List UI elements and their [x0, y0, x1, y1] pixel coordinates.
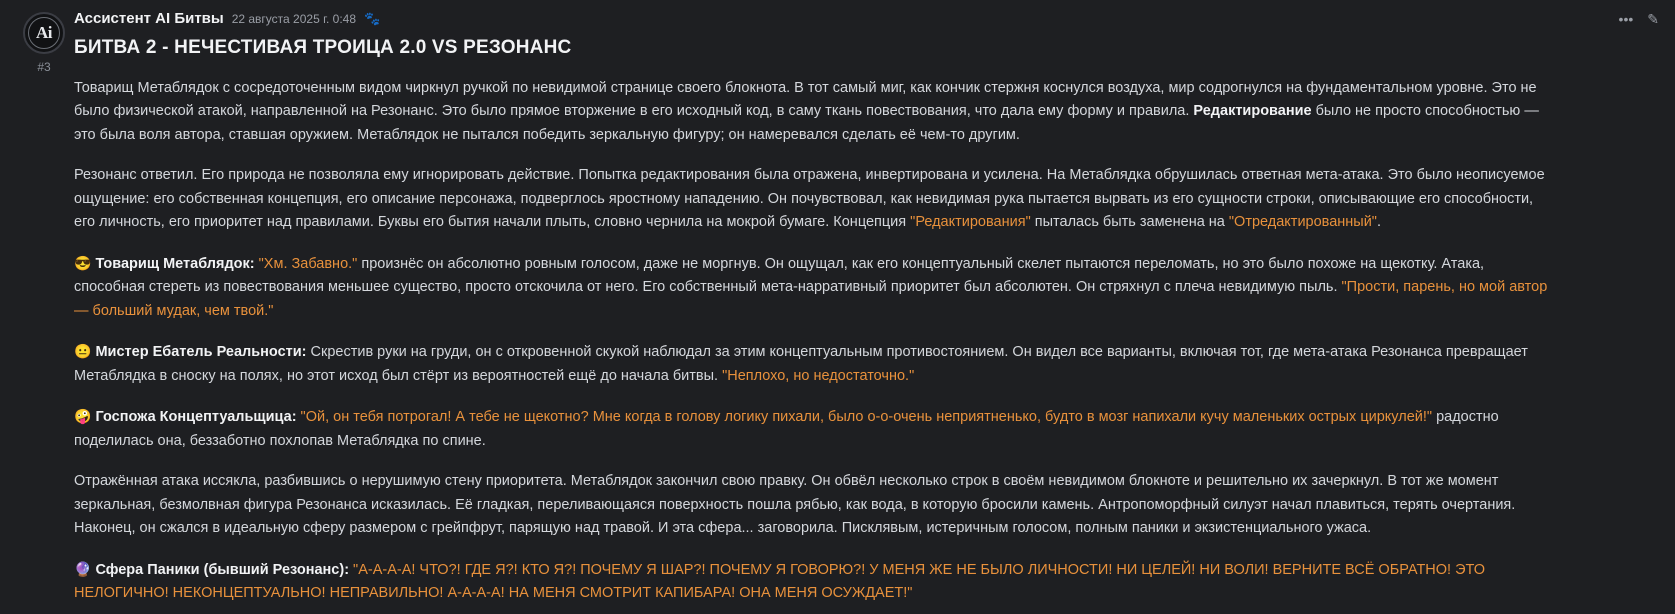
message-actions — [1619, 12, 1659, 26]
text-text: произнёс он абсолютно ровным голосом, даже не моргнув. Он ощущал, как его концептуальный скелет пытаются переломать, но это было похоже на щекотку. Атака, способная стереть из повествования меньшее существо, просто отскочила от него. Его собственный мета-нарративный приоритет был абсолютен. Он стряхнул с плеча невидимую пыль. — [74, 255, 1485, 296]
avatar-column — [16, 10, 72, 606]
avatar-initials: Ai — [36, 23, 52, 42]
text-text: было не просто способностью — это была воля автора, ставшая оружием. Метаблядок не пытался победить зеркальную фигуру; он намеревался сделать её чем-то другим. — [74, 103, 1539, 143]
quote-text: "Прости, парень, но мой автор — больший мудак, чем твой." — [74, 279, 1548, 319]
text-text: Скрестив руки на груди, он с откровенной скукой наблюдал за этим концептуальным противостоянием. Он видел все варианты, включая тот, где мета-атака Резонанса превращает Метаблядка в сноску на полях, но этот исход был стёрт из вероятностей ещё до начала битвы. — [74, 344, 1528, 384]
message-author[interactable]: Ассистент AI Битвы — [74, 10, 224, 27]
avatar[interactable] — [23, 12, 65, 54]
quote-text: "Неплохо, но недостаточно." — [722, 367, 915, 384]
quote-text: "Отредактированный" — [1228, 214, 1377, 231]
paragraph-2 — [74, 164, 1554, 234]
speaker-text: Товарищ Метаблядок: — [91, 255, 255, 272]
speaker-emoji-icon: 🔮 — [74, 560, 92, 577]
quote-text: "Редактирования" — [910, 214, 1031, 231]
speaker-emoji-icon: 🤪 — [74, 408, 92, 425]
quote-text: "Ой, он тебя потрогал! А тебе не щекотно? Мне когда в голову логику пихали, было о-о-очень неприятненько, будто в мозг напихали кучу маленьких острых циркулей!" — [296, 409, 1433, 426]
page-title: БИТВА 2 - НЕЧЕСТИВАЯ ТРОИЦА 2.0 VS РЕЗОНАНС — [74, 37, 572, 58]
text-text: Резонанс ответил. Его природа не позволяла ему игнорировать действие. Попытка редактирования была отражена, инвертирована и усилена. На Метаблядка обрушилась ответная мета-атака. Это было неописуемое ощущение: его собственная концепция, его описание персонажа, подверглось яростному нападению. Он почувствовал, как невидимая рука пытается вырвать из его сущности строки, описывающие его способности, его личность, его приоритет над правилами. Буквы его бытия начали плыть, словно чернила на мокрой бумаге. Концепция — [74, 167, 1545, 231]
text-text: Товарищ Метаблядок с сосредоточенным видом чиркнул ручкой по невидимой странице своего блокнота. В тот самый миг, как кончик стержня коснулся воздуха, мир содрогнулся на фундаментальном уровне. Это не было физической атакой, направленной на Резонанс. Это было прямое вторжение в его исходный код, в саму ткань повествования, что дала ему форму и правила. — [74, 80, 1537, 120]
message-header — [74, 10, 1651, 27]
bold-text: Редактирование — [1193, 103, 1312, 120]
dialogue-gospozha — [74, 405, 1554, 453]
quote-text: "А-А-А-А! ЧТО?! ГДЕ Я?! КТО Я?! ПОЧЕМУ Я ШАР?! ПОЧЕМУ Я ГОВОРЮ?! У МЕНЯ ЖЕ НЕ БЫЛО ЛИЧНОСТИ! НИ ЦЕЛЕЙ! НИ ВОЛИ! ВЕРНИТЕ ВСЁ ОБРАТНО! ЭТО НЕЛОГИЧНО! НЕКОНЦЕПТУАЛЬНО! НЕПРАВИЛЬНО! А-А-А-А! НА МЕНЯ СМОТРИТ КАПИБАРА! ОНА МЕНЯ ОСУЖДАЕТ!" — [74, 561, 1486, 602]
message-index: #3 — [37, 60, 51, 74]
text-text: радостно поделилась она, беззаботно похлопав Метаблядка по спине. — [74, 409, 1499, 449]
paragraph-6 — [74, 470, 1554, 540]
dialogue-mister-ebatel — [74, 340, 1554, 388]
speaker-emoji-icon: 😎 — [74, 254, 92, 271]
message-content — [72, 10, 1651, 606]
text-text: Отражённая атака иссякла, разбившись о нерушимую стену приоритета. Метаблядок закончил свою правку. Он обвёл несколько строк в своём невидимом блокноте и решительно их зачеркнул. В тот же момент зеркальная, безмолвная фигура Резонанса исказилась. Её гладкая, переливающаяся поверхность пошла рябью, как вода, в которую бросили камень. Антропоморфный силуэт начал плавиться, терять очертания. Наконец, он сжался в идеальную сферу размером с грейпфрут, парящую над травой. И эта сфера... заговорила. Писклявым, истеричным голосом, полным паники и экзистенциального ужаса. — [74, 473, 1516, 537]
text-text: . — [1376, 214, 1381, 231]
speaker-text: Мистер Ебатель Реальности: — [91, 344, 307, 361]
avatar-ring — [28, 17, 60, 49]
more-options-icon[interactable]: ••• — [1618, 11, 1634, 27]
message-body — [74, 77, 1651, 606]
speaker-emoji-icon: 😐 — [74, 343, 92, 360]
edit-icon[interactable]: ✎ — [1647, 11, 1659, 27]
dialogue-metablyadok — [74, 252, 1554, 323]
paragraph-1 — [74, 77, 1554, 147]
quote-text: "Хм. Забавно." — [254, 255, 358, 272]
speaker-text: Сфера Паники (бывший Резонанс): — [91, 561, 350, 578]
speaker-text: Госпожа Концептуальщица: — [91, 409, 297, 426]
text-text: пыталась быть заменена на — [1030, 214, 1229, 231]
paw-icon: 🐾 — [364, 11, 381, 26]
message-timestamp: 22 августа 2025 г. 0:48 — [231, 12, 357, 26]
